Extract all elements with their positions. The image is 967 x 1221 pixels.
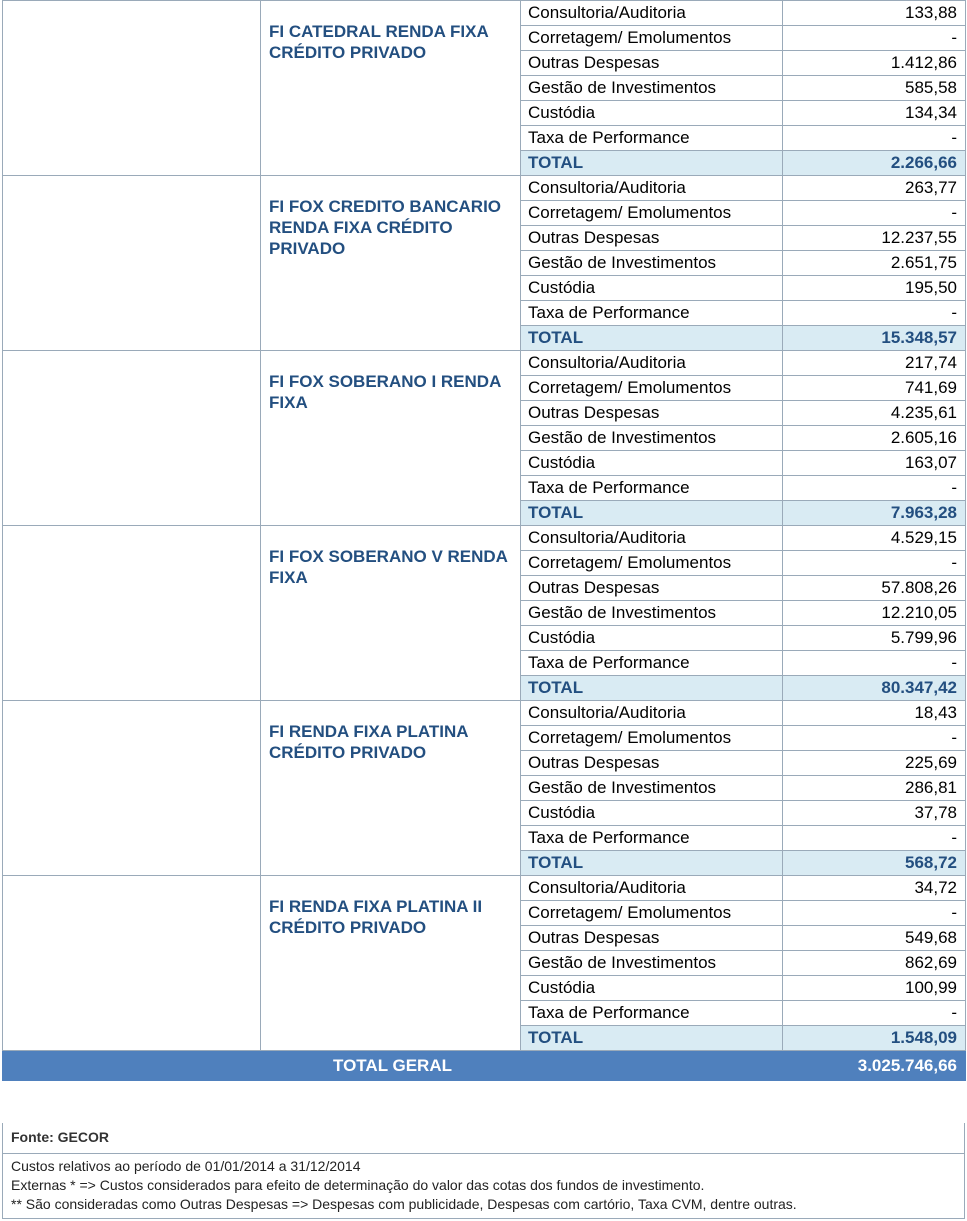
cost-value: 2.651,75 xyxy=(783,251,966,276)
fund-total-value: 15.348,57 xyxy=(783,326,966,351)
cost-label: Taxa de Performance xyxy=(521,476,783,501)
grand-total-label: TOTAL GERAL xyxy=(3,1051,783,1081)
fund-name: FI FOX SOBERANO V RENDA FIXA xyxy=(261,526,521,701)
cost-value: - xyxy=(783,826,966,851)
fund-total-label: TOTAL xyxy=(521,851,783,876)
cost-value: 18,43 xyxy=(783,701,966,726)
cost-label: Taxa de Performance xyxy=(521,1001,783,1026)
cost-value: 12.237,55 xyxy=(783,226,966,251)
cost-label: Corretagem/ Emolumentos xyxy=(521,901,783,926)
cost-row xyxy=(3,701,966,726)
cost-value: 286,81 xyxy=(783,776,966,801)
grand-total-value: 3.025.746,66 xyxy=(783,1051,966,1081)
blank-cell xyxy=(3,876,261,1051)
cost-label: Outras Despesas xyxy=(521,576,783,601)
fund-costs-body xyxy=(3,1,966,1051)
cost-label: Consultoria/Auditoria xyxy=(521,176,783,201)
blank-cell xyxy=(3,351,261,526)
cost-label: Gestão de Investimentos xyxy=(521,951,783,976)
cost-label: Gestão de Investimentos xyxy=(521,426,783,451)
cost-value: - xyxy=(783,651,966,676)
cost-label: Gestão de Investimentos xyxy=(521,251,783,276)
footnote-externas: Externas * => Custos considerados para efeito de determinação do valor das cotas dos fundos de investimento. xyxy=(11,1177,705,1193)
cost-value: - xyxy=(783,551,966,576)
cost-value: 133,88 xyxy=(783,1,966,26)
fund-total-value: 2.266,66 xyxy=(783,151,966,176)
cost-label: Custódia xyxy=(521,801,783,826)
cost-value: 741,69 xyxy=(783,376,966,401)
cost-row xyxy=(3,176,966,201)
blank-cell xyxy=(3,701,261,876)
fund-total-value: 7.963,28 xyxy=(783,501,966,526)
fund-total-value: 1.548,09 xyxy=(783,1026,966,1051)
cost-value: 4.235,61 xyxy=(783,401,966,426)
cost-label: Outras Despesas xyxy=(521,926,783,951)
cost-label: Outras Despesas xyxy=(521,226,783,251)
footer-divider xyxy=(3,1153,964,1154)
cost-value: - xyxy=(783,126,966,151)
cost-label: Custódia xyxy=(521,451,783,476)
cost-value: 217,74 xyxy=(783,351,966,376)
blank-cell xyxy=(3,1,261,176)
fund-name: FI RENDA FIXA PLATINA CRÉDITO PRIVADO xyxy=(261,701,521,876)
cost-label: Taxa de Performance xyxy=(521,651,783,676)
cost-label: Outras Despesas xyxy=(521,51,783,76)
cost-label: Taxa de Performance xyxy=(521,301,783,326)
cost-value: - xyxy=(783,726,966,751)
footnotes xyxy=(11,1157,797,1214)
cost-value: 37,78 xyxy=(783,801,966,826)
blank-cell xyxy=(3,176,261,351)
fund-costs-table xyxy=(2,0,966,1081)
cost-value: 549,68 xyxy=(783,926,966,951)
cost-value: 34,72 xyxy=(783,876,966,901)
footnote-period: Custos relativos ao período de 01/01/2014 a 31/12/2014 xyxy=(11,1158,361,1174)
cost-row xyxy=(3,876,966,901)
footnote-outras-despesas: ** São consideradas como Outras Despesas => Despesas com publicidade, Despesas com cartório, Taxa CVM, dentre outras. xyxy=(11,1196,797,1212)
cost-value: 225,69 xyxy=(783,751,966,776)
cost-label: Gestão de Investimentos xyxy=(521,776,783,801)
fund-total-label: TOTAL xyxy=(521,151,783,176)
cost-label: Corretagem/ Emolumentos xyxy=(521,26,783,51)
cost-value: 100,99 xyxy=(783,976,966,1001)
cost-label: Corretagem/ Emolumentos xyxy=(521,551,783,576)
fund-name: FI RENDA FIXA PLATINA II CRÉDITO PRIVADO xyxy=(261,876,521,1051)
cost-label: Corretagem/ Emolumentos xyxy=(521,201,783,226)
cost-value: - xyxy=(783,26,966,51)
cost-value: - xyxy=(783,476,966,501)
cost-label: Custódia xyxy=(521,101,783,126)
fund-total-label: TOTAL xyxy=(521,501,783,526)
cost-value: 5.799,96 xyxy=(783,626,966,651)
cost-label: Outras Despesas xyxy=(521,751,783,776)
source-note: Fonte: GECOR xyxy=(11,1129,109,1145)
cost-value: - xyxy=(783,1001,966,1026)
cost-label: Custódia xyxy=(521,976,783,1001)
cost-label: Consultoria/Auditoria xyxy=(521,1,783,26)
fund-name: FI CATEDRAL RENDA FIXA CRÉDITO PRIVADO xyxy=(261,1,521,176)
cost-value: 1.412,86 xyxy=(783,51,966,76)
fund-total-label: TOTAL xyxy=(521,1026,783,1051)
cost-label: Custódia xyxy=(521,626,783,651)
cost-value: - xyxy=(783,901,966,926)
cost-value: 195,50 xyxy=(783,276,966,301)
fund-name: FI FOX CREDITO BANCARIO RENDA FIXA CRÉDITO PRIVADO xyxy=(261,176,521,351)
cost-row xyxy=(3,526,966,551)
blank-cell xyxy=(3,526,261,701)
cost-label: Consultoria/Auditoria xyxy=(521,526,783,551)
cost-label: Consultoria/Auditoria xyxy=(521,351,783,376)
cost-value: 57.808,26 xyxy=(783,576,966,601)
fund-total-label: TOTAL xyxy=(521,676,783,701)
cost-value: - xyxy=(783,201,966,226)
cost-label: Gestão de Investimentos xyxy=(521,76,783,101)
cost-value: 2.605,16 xyxy=(783,426,966,451)
cost-row xyxy=(3,1,966,26)
cost-value: 12.210,05 xyxy=(783,601,966,626)
table-footer xyxy=(2,1123,965,1219)
cost-value: 163,07 xyxy=(783,451,966,476)
fund-name: FI FOX SOBERANO I RENDA FIXA xyxy=(261,351,521,526)
grand-total-row xyxy=(3,1051,966,1081)
cost-label: Consultoria/Auditoria xyxy=(521,701,783,726)
cost-label: Consultoria/Auditoria xyxy=(521,876,783,901)
cost-value: 4.529,15 xyxy=(783,526,966,551)
cost-label: Corretagem/ Emolumentos xyxy=(521,376,783,401)
cost-value: 862,69 xyxy=(783,951,966,976)
cost-label: Corretagem/ Emolumentos xyxy=(521,726,783,751)
cost-label: Taxa de Performance xyxy=(521,126,783,151)
fund-total-value: 80.347,42 xyxy=(783,676,966,701)
fund-total-label: TOTAL xyxy=(521,326,783,351)
fund-total-value: 568,72 xyxy=(783,851,966,876)
cost-label: Outras Despesas xyxy=(521,401,783,426)
cost-value: 134,34 xyxy=(783,101,966,126)
cost-value: 263,77 xyxy=(783,176,966,201)
cost-value: - xyxy=(783,301,966,326)
cost-label: Gestão de Investimentos xyxy=(521,601,783,626)
cost-row xyxy=(3,351,966,376)
cost-label: Taxa de Performance xyxy=(521,826,783,851)
cost-value: 585,58 xyxy=(783,76,966,101)
cost-label: Custódia xyxy=(521,276,783,301)
